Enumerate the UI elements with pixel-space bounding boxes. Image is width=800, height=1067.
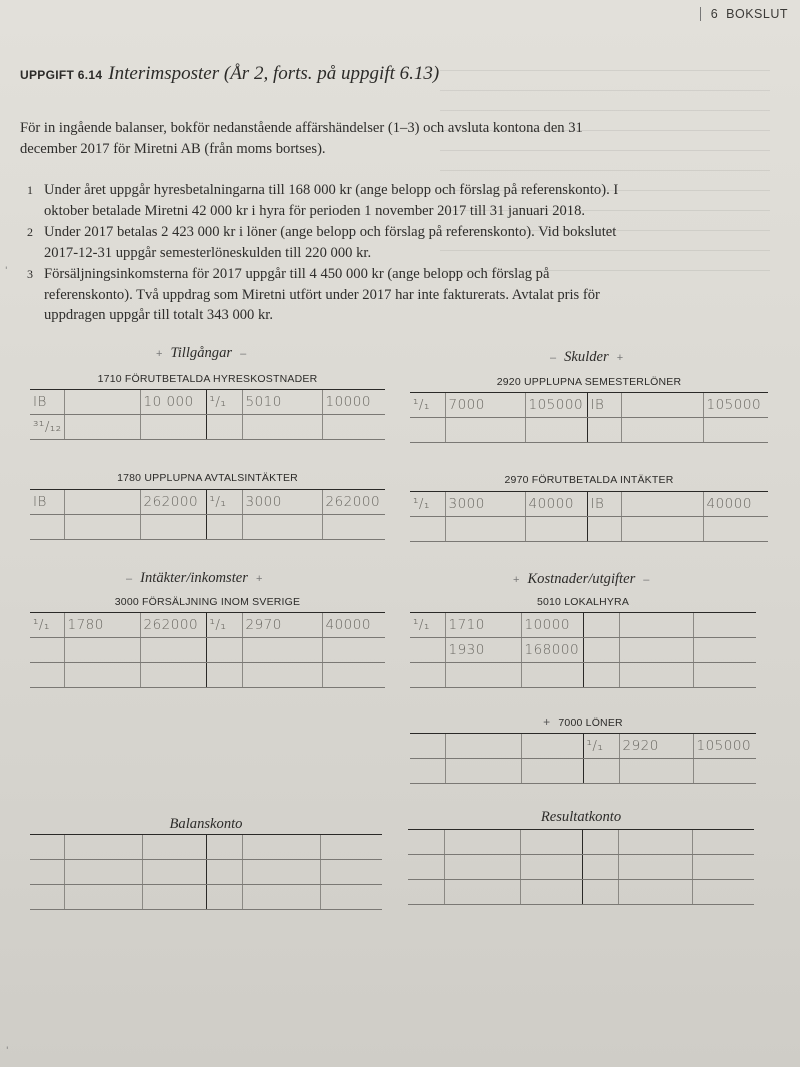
date-cell[interactable] — [206, 638, 242, 663]
t-account-2970 — [410, 491, 768, 542]
t-account-2920 — [410, 392, 768, 443]
t-account-7000 — [410, 733, 756, 784]
amount-cell[interactable]: 10000 — [521, 613, 583, 638]
amount-cell[interactable] — [521, 663, 583, 688]
date-cell[interactable] — [410, 517, 445, 542]
section-kostnader — [505, 571, 657, 588]
task-heading — [20, 63, 439, 85]
sign-mark: – — [240, 348, 247, 360]
date-cell[interactable] — [410, 759, 445, 784]
ref-cell[interactable] — [242, 860, 320, 885]
ref-cell[interactable] — [445, 734, 521, 759]
ref-cell[interactable]: 3000 — [445, 492, 525, 517]
amount-cell[interactable]: 262000 — [322, 490, 385, 515]
account-title-3000: 3000 FÖRSÄLJNING INOM SVERIGE — [114, 596, 301, 608]
account-title-2970: 2970 FÖRUTBETALDA INTÄKTER — [504, 474, 674, 486]
ref-cell[interactable] — [64, 860, 142, 885]
account-row — [410, 663, 756, 688]
account-row — [30, 515, 385, 540]
amount-cell[interactable] — [693, 759, 756, 784]
amount-cell[interactable] — [320, 835, 382, 860]
amount-cell[interactable] — [693, 663, 756, 688]
ref-cell[interactable] — [64, 415, 140, 440]
task-item — [20, 264, 640, 326]
amount-cell[interactable] — [142, 860, 206, 885]
ref-cell[interactable] — [621, 418, 703, 443]
date-cell[interactable]: ¹/₁ — [410, 613, 445, 638]
running-head — [700, 7, 788, 21]
account-row — [410, 393, 768, 418]
date-cell[interactable] — [206, 663, 242, 688]
t-account-1710 — [30, 389, 385, 440]
ref-cell[interactable] — [445, 517, 525, 542]
ref-cell[interactable]: 2970 — [242, 613, 322, 638]
date-cell[interactable] — [30, 638, 64, 663]
pencil-tick-mark: ' — [6, 1046, 9, 1056]
ref-cell[interactable]: 1710 — [445, 613, 521, 638]
date-cell[interactable] — [30, 860, 64, 885]
account-row — [30, 860, 382, 885]
date-cell[interactable]: ¹/₁ — [410, 492, 445, 517]
item-number: 1 — [27, 183, 33, 197]
account-row — [408, 855, 754, 880]
account-row — [410, 734, 756, 759]
date-cell[interactable] — [206, 885, 242, 910]
ref-cell[interactable] — [242, 663, 322, 688]
date-cell[interactable] — [583, 663, 619, 688]
ref-cell[interactable] — [619, 759, 693, 784]
date-cell[interactable]: IB — [587, 492, 621, 517]
section-intakter — [118, 570, 270, 587]
ref-cell[interactable] — [619, 613, 693, 638]
section-skulder — [542, 349, 631, 366]
amount-cell[interactable] — [520, 855, 582, 880]
t-account-1780 — [30, 489, 385, 540]
date-cell[interactable] — [410, 663, 445, 688]
amount-cell[interactable] — [692, 855, 754, 880]
ref-cell[interactable] — [621, 517, 703, 542]
t-account-balanskonto — [30, 834, 382, 910]
sign-mark: + — [543, 715, 551, 729]
ref-cell[interactable] — [444, 880, 520, 905]
date-cell[interactable] — [206, 415, 242, 440]
amount-cell[interactable] — [525, 418, 587, 443]
sign-mark: – — [550, 352, 557, 364]
account-title-1780: 1780 UPPLUPNA AVTALSINTÄKTER — [117, 472, 298, 484]
item-text: Försäljningsinkomsterna för 2017 uppgår till 4 450 000 kr (ange belopp och förslag på referenskonto). Två uppdrag som Miretni utfört under 2017 har inte fakturerats. Avtalat pris för uppdragen uppgår till totalt 343 000 kr. — [44, 266, 600, 323]
date-cell[interactable] — [583, 638, 619, 663]
account-row — [30, 490, 385, 515]
date-cell[interactable] — [587, 418, 621, 443]
ref-cell[interactable] — [242, 415, 322, 440]
ref-cell[interactable] — [445, 418, 525, 443]
ref-cell[interactable] — [445, 663, 521, 688]
ref-cell[interactable] — [242, 638, 322, 663]
account-row — [30, 390, 385, 415]
date-cell[interactable] — [408, 855, 444, 880]
amount-cell[interactable]: 262000 — [140, 613, 206, 638]
t-account-resultatkonto — [408, 829, 754, 905]
task-number: UPPGIFT 6.14 — [20, 68, 103, 82]
ref-cell[interactable] — [242, 515, 322, 540]
amount-cell[interactable] — [692, 830, 754, 855]
account-row — [410, 638, 756, 663]
ref-cell[interactable] — [618, 880, 692, 905]
account-row — [410, 613, 756, 638]
amount-cell[interactable] — [140, 663, 206, 688]
date-cell[interactable]: IB — [587, 393, 621, 418]
date-cell[interactable]: IB — [30, 490, 64, 515]
account-row — [410, 492, 768, 517]
amount-cell[interactable]: 40000 — [322, 613, 385, 638]
date-cell[interactable]: ¹/₁ — [583, 734, 619, 759]
sign-mark: – — [126, 573, 133, 585]
date-cell[interactable] — [410, 418, 445, 443]
amount-cell[interactable]: 105000 — [693, 734, 756, 759]
date-cell[interactable] — [30, 515, 64, 540]
account-row — [30, 613, 385, 638]
ref-cell[interactable] — [444, 855, 520, 880]
amount-cell[interactable]: 40000 — [525, 492, 587, 517]
amount-cell[interactable] — [693, 613, 756, 638]
date-cell[interactable] — [582, 830, 618, 855]
date-cell[interactable] — [206, 860, 242, 885]
amount-cell[interactable] — [140, 515, 206, 540]
date-cell[interactable] — [582, 855, 618, 880]
amount-cell[interactable] — [703, 517, 768, 542]
ref-cell[interactable] — [64, 490, 140, 515]
amount-cell[interactable] — [142, 835, 206, 860]
date-cell[interactable]: ¹/₁ — [30, 613, 64, 638]
date-cell[interactable] — [30, 663, 64, 688]
ref-cell[interactable]: 3000 — [242, 490, 322, 515]
amount-cell[interactable] — [703, 418, 768, 443]
date-cell[interactable] — [30, 885, 64, 910]
pencil-tick-mark: ' — [5, 266, 8, 276]
sign-mark: + — [255, 573, 263, 585]
date-cell[interactable] — [408, 880, 444, 905]
amount-cell[interactable]: 10000 — [322, 390, 385, 415]
ref-cell[interactable] — [242, 885, 320, 910]
date-cell[interactable]: ¹/₁ — [410, 393, 445, 418]
section-label: Skulder — [564, 349, 609, 365]
amount-cell[interactable] — [520, 830, 582, 855]
ref-cell[interactable] — [64, 835, 142, 860]
account-title-5010: 5010 LOKALHYRA — [536, 596, 630, 608]
page-number: 6 — [710, 7, 719, 21]
ref-cell[interactable] — [445, 759, 521, 784]
amount-cell[interactable] — [322, 663, 385, 688]
task-item — [20, 180, 640, 221]
ref-cell[interactable] — [64, 390, 140, 415]
t-account-5010 — [410, 612, 756, 688]
date-cell[interactable] — [206, 515, 242, 540]
date-cell[interactable]: ³¹/₁₂ — [30, 415, 64, 440]
account-row — [410, 418, 768, 443]
resultatkonto-title: Resultatkonto — [540, 809, 622, 825]
ref-cell[interactable]: 1780 — [64, 613, 140, 638]
ref-cell[interactable] — [444, 830, 520, 855]
item-number: 2 — [27, 225, 33, 239]
item-text: Under 2017 betalas 2 423 000 kr i löner (ange belopp och förslag på referenskonto). Vid bokslutet 2017-12-31 uppgår semesterlöneskulden till 220 000 kr. — [44, 224, 617, 261]
account-row — [410, 517, 768, 542]
ref-cell[interactable]: 1930 — [445, 638, 521, 663]
item-text: Under året uppgår hyresbetalningarna till 168 000 kr (ange belopp och förslag på referenskonto). I oktober betalade Miretni 42 000 kr i hyra för perioden 1 november 2017 till 31 januari 2018. — [44, 182, 619, 219]
account-title-1710: 1710 FÖRUTBETALDA HYRESKOSTNADER — [97, 373, 318, 385]
account-row — [30, 415, 385, 440]
date-cell[interactable] — [582, 880, 618, 905]
sign-mark: + — [513, 574, 520, 586]
task-title: Interimsposter (År 2, forts. på uppgift 6.13) — [108, 63, 440, 84]
account-row — [408, 880, 754, 905]
sign-mark: + — [156, 348, 163, 360]
amount-cell[interactable]: 105000 — [525, 393, 587, 418]
date-cell[interactable]: ¹/₁ — [206, 390, 242, 415]
ref-cell[interactable] — [621, 393, 703, 418]
account-row — [30, 638, 385, 663]
amount-cell[interactable] — [525, 517, 587, 542]
amount-cell[interactable]: 40000 — [703, 492, 768, 517]
account-row — [30, 885, 382, 910]
date-cell[interactable] — [30, 835, 64, 860]
account-row — [30, 663, 385, 688]
date-cell[interactable] — [408, 830, 444, 855]
t-account-3000 — [30, 612, 385, 688]
ref-cell[interactable] — [618, 830, 692, 855]
date-cell[interactable]: ¹/₁ — [206, 613, 242, 638]
amount-cell[interactable] — [692, 880, 754, 905]
amount-cell[interactable]: 105000 — [703, 393, 768, 418]
date-cell[interactable]: IB — [30, 390, 64, 415]
amount-cell[interactable] — [322, 415, 385, 440]
date-cell[interactable] — [583, 613, 619, 638]
account-row — [408, 830, 754, 855]
date-cell[interactable] — [410, 734, 445, 759]
ref-cell[interactable] — [64, 515, 140, 540]
date-cell[interactable]: ¹/₁ — [206, 490, 242, 515]
account-row — [30, 835, 382, 860]
ref-cell[interactable] — [619, 638, 693, 663]
ref-cell[interactable]: 2920 — [619, 734, 693, 759]
section-tillgangar — [148, 345, 254, 362]
amount-cell[interactable] — [693, 638, 756, 663]
amount-cell[interactable] — [520, 880, 582, 905]
ref-cell[interactable] — [64, 663, 140, 688]
date-cell[interactable] — [410, 638, 445, 663]
amount-cell[interactable] — [322, 638, 385, 663]
task-intro: För in ingående balanser, bokför nedanstående affärshändelser (1–3) och avsluta kontona den 31 december 2017 för Miretni AB (från moms bortses). — [20, 120, 583, 157]
task-items — [20, 180, 640, 327]
chapter-name: BOKSLUT — [726, 7, 788, 21]
account-title-text: 7000 LÖNER — [558, 717, 623, 729]
section-label: Intäkter/inkomster — [140, 570, 248, 586]
amount-cell[interactable] — [140, 415, 206, 440]
amount-cell[interactable] — [322, 515, 385, 540]
account-row — [410, 759, 756, 784]
amount-cell[interactable] — [142, 885, 206, 910]
ref-cell[interactable] — [621, 492, 703, 517]
date-cell[interactable] — [206, 835, 242, 860]
date-cell[interactable] — [583, 759, 619, 784]
date-cell[interactable] — [587, 517, 621, 542]
account-title-7000 — [410, 715, 756, 729]
ref-cell[interactable] — [64, 638, 140, 663]
amount-cell[interactable] — [140, 638, 206, 663]
section-label: Tillgångar — [170, 345, 233, 361]
account-title-2920: 2920 UPPLUPNA SEMESTERLÖNER — [496, 376, 682, 388]
item-number: 3 — [27, 267, 33, 281]
amount-cell[interactable]: 262000 — [140, 490, 206, 515]
amount-cell[interactable]: 168000 — [521, 638, 583, 663]
amount-cell[interactable] — [320, 860, 382, 885]
sign-mark: – — [643, 574, 650, 586]
ref-cell[interactable]: 5010 — [242, 390, 322, 415]
amount-cell[interactable] — [521, 734, 583, 759]
amount-cell[interactable]: 10 000 — [140, 390, 206, 415]
amount-cell[interactable] — [521, 759, 583, 784]
ref-cell[interactable]: 7000 — [445, 393, 525, 418]
ref-cell[interactable] — [64, 885, 142, 910]
balanskonto-title: Balanskonto — [169, 816, 243, 832]
amount-cell[interactable] — [320, 885, 382, 910]
ref-cell[interactable] — [242, 835, 320, 860]
ref-cell[interactable] — [618, 855, 692, 880]
task-item — [20, 222, 640, 263]
section-label: Kostnader/utgifter — [527, 571, 636, 587]
ref-cell[interactable] — [619, 663, 693, 688]
sign-mark: + — [616, 352, 624, 364]
